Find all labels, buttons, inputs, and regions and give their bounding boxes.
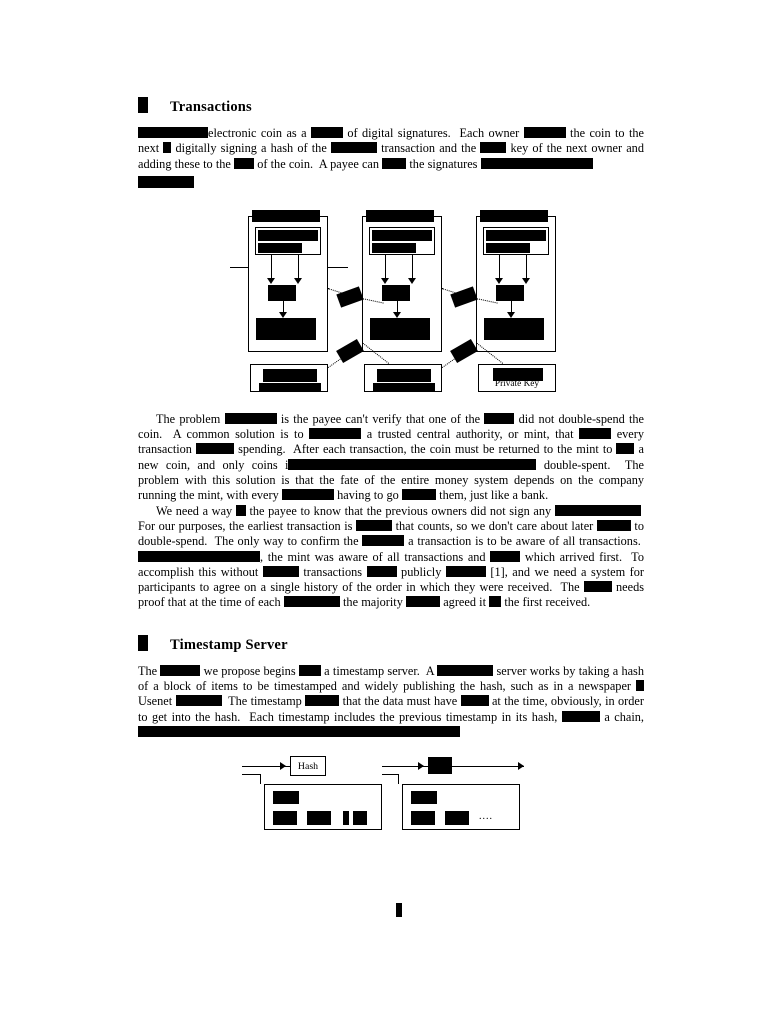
text-run: needs proof that at the time of each [138, 580, 644, 610]
redaction-bar [234, 158, 254, 169]
redaction-bar [480, 142, 506, 153]
diagram-connector [452, 766, 524, 767]
redaction-bar [309, 428, 361, 439]
verify-label-redaction [336, 286, 363, 307]
section-title: Timestamp Server [170, 636, 288, 653]
text-run: having to go [333, 488, 402, 503]
signature-box-redaction [484, 318, 544, 340]
text-run: agreed it [440, 595, 490, 610]
redaction-bar [406, 596, 440, 607]
text-run: The [138, 663, 161, 678]
redaction-bar [284, 596, 340, 607]
item-redaction [343, 811, 349, 825]
text-run: publicly [396, 564, 446, 579]
diagram-connector [412, 255, 413, 279]
text-run: a timestamp server. A [320, 663, 438, 678]
text-run: [1], and we need a system for participants to agree on a single history of the order in which they were received. The [138, 564, 644, 595]
signature-redaction [268, 285, 296, 301]
timestamp-chain-diagram [138, 748, 644, 838]
text-run: server works by taking a hash of a block of items to be timestamped and widely publishing the hash, such as in a newspaper [138, 663, 644, 694]
diagram-connector [398, 774, 399, 784]
item-redaction [445, 811, 469, 825]
hash-box: Hash [290, 756, 326, 776]
paragraph-timestamp-server [138, 664, 644, 740]
text-run: to double-spend. The only way to confirm the [138, 518, 644, 549]
redaction-bar [236, 505, 246, 516]
transaction-title-redaction [480, 210, 548, 222]
text-run: a chain, [599, 709, 644, 724]
transaction-title-redaction [366, 210, 434, 222]
signature-redaction [496, 285, 524, 301]
text-run: We need a way [156, 503, 236, 518]
redaction-bar [555, 505, 583, 516]
text-run: The problem [156, 411, 225, 426]
diagram-connector [526, 255, 527, 279]
text-run: of the coin. A payee can [254, 156, 383, 171]
text-run: transactions [298, 564, 367, 579]
redaction-bar [372, 230, 432, 241]
redaction-bar [138, 176, 194, 188]
hash-box-redaction [428, 757, 452, 774]
section-heading-transactions [138, 95, 644, 116]
text-run: The timestamp [221, 694, 306, 709]
redaction-bar [282, 489, 334, 500]
key-box-owner2 [364, 364, 442, 392]
signature-box-redaction [370, 318, 430, 340]
item-redaction [353, 811, 367, 825]
text-run: key of the next owner and adding these to the [138, 141, 644, 171]
redaction-bar [305, 695, 339, 706]
redaction-bar [225, 413, 277, 424]
redaction-bar [377, 369, 431, 382]
page-number-redaction [396, 903, 402, 917]
arrow-down-icon [522, 278, 530, 284]
item-redaction [307, 811, 331, 825]
text-run: every transaction [138, 427, 645, 457]
paragraph-double-spend-problem [138, 412, 644, 504]
text-run: the payee to know that the previous owners did not sign any [245, 503, 555, 518]
arrow-down-icon [495, 278, 503, 284]
redaction-bar [484, 413, 514, 424]
redaction-bar [176, 695, 222, 706]
redaction-bar [331, 142, 377, 153]
diagram-connector [385, 255, 386, 279]
arrow-down-icon [267, 278, 275, 284]
text-run: which arrived first. To accomplish this without [138, 549, 644, 579]
diagram-connector [242, 774, 260, 775]
text-run: spending. After each transaction, the coin must be returned to the mint to [234, 442, 617, 457]
signature-redaction [382, 285, 410, 301]
redaction-bar [288, 459, 536, 470]
redaction-bar [486, 243, 530, 253]
redaction-bar [579, 428, 611, 439]
diagram-connector [382, 774, 398, 775]
redaction-bar [583, 505, 641, 516]
ellipsis-label: .... [479, 811, 493, 823]
redaction-bar [486, 230, 546, 241]
text-run: electronic coin as a [208, 126, 311, 140]
key-box-owner1 [250, 364, 328, 392]
redaction-bar [446, 566, 486, 577]
redaction-bar [489, 596, 501, 607]
redaction-bar [524, 127, 566, 138]
redaction-bar [373, 383, 435, 391]
redaction-bar [597, 520, 631, 531]
text-run: a transaction is to be aware of all transactions. [404, 534, 644, 549]
diagram-connector [298, 255, 299, 279]
item-redaction [273, 811, 297, 825]
diagram-connector [271, 255, 272, 279]
redaction-bar [367, 566, 397, 577]
transaction-chain-diagram [138, 202, 644, 402]
text-run: we propose begins [200, 663, 299, 678]
arrow-right-icon [418, 762, 424, 770]
arrow-right-icon [518, 762, 524, 770]
redaction-bar [258, 230, 318, 241]
text-run: the majority [339, 595, 407, 610]
redaction-bar [490, 551, 520, 562]
text-run: that the data must have [339, 694, 461, 709]
document-page [138, 95, 644, 838]
text-run: Usenet [138, 694, 176, 709]
redaction-bar [382, 158, 406, 169]
text-run: that counts, so we don't care about later [392, 518, 597, 533]
paragraph-transactions-intro [138, 126, 644, 172]
redaction-bar [311, 127, 343, 138]
block-box [402, 784, 520, 830]
redaction-bar [616, 443, 634, 454]
text-run: digitally signing a hash of the [171, 141, 331, 156]
arrow-right-icon [280, 762, 286, 770]
redaction-bar [138, 726, 460, 737]
prev-hash-redaction [411, 791, 437, 804]
text-run: is the payee can't verify that one of the [276, 411, 485, 426]
arrow-down-icon [408, 278, 416, 284]
redaction-bar [437, 665, 493, 676]
redaction-bar [636, 680, 644, 691]
transaction-title-redaction [252, 210, 320, 222]
redaction-bar [160, 665, 200, 676]
text-run: the first received. [501, 595, 591, 610]
item-redaction [411, 811, 435, 825]
arrow-down-icon [381, 278, 389, 284]
text-run: them, just like a bank. [435, 488, 549, 503]
redaction-bar [402, 489, 436, 500]
redaction-bar [299, 665, 321, 676]
redaction-bar [461, 695, 489, 706]
arrow-down-icon [294, 278, 302, 284]
text-run: double-spent. The problem with this solution is that the fate of the entire money system depends on the company running the mint, with every [138, 457, 645, 503]
redaction-bar [138, 127, 208, 138]
redaction-bar [584, 581, 612, 592]
block-box [264, 784, 382, 830]
text-run: For our purposes, the earliest transaction is [138, 503, 645, 533]
diagram-connector [260, 774, 261, 784]
text-run: the signatures [406, 156, 481, 171]
redaction-bar [196, 443, 234, 454]
private-key-label: Private Key [494, 378, 540, 389]
redaction-bar [263, 566, 299, 577]
key-box-owner3 [478, 364, 556, 392]
redaction-bar [372, 243, 416, 253]
text-run: a trusted central authority, or mint, that [361, 427, 580, 442]
text-run: did not double-spend the coin. A common solution is to [138, 411, 645, 442]
redaction-bar [263, 369, 317, 382]
signature-box-redaction [256, 318, 316, 340]
prev-hash-redaction [273, 791, 299, 804]
text-run: of digital signatures. Each owner [342, 126, 524, 140]
text-run: , the mint was aware of all transactions and [260, 549, 491, 564]
verify-label-redaction [450, 286, 477, 307]
paragraph-need-a-way [138, 504, 644, 611]
text-run: at the time, obviously, in order to get into the hash. Each timestamp includes the previous timestamp in its hash, [138, 694, 644, 724]
redaction-bar [362, 535, 404, 546]
redaction-bar [356, 520, 392, 531]
redaction-bar [138, 551, 260, 562]
text-run: the coin to the next [138, 126, 644, 156]
text-run: transaction and the [376, 141, 481, 156]
redaction-bar [258, 243, 302, 253]
redaction-bar [259, 383, 321, 391]
section-heading-timestamp-server [138, 633, 644, 654]
section-number-redaction [138, 97, 148, 113]
section-number-redaction [138, 635, 148, 651]
text-run: a new coin, and only coins i [138, 442, 644, 472]
diagram-connector [499, 255, 500, 279]
redaction-bar [562, 711, 600, 722]
redaction-bar [481, 158, 593, 169]
section-title: Transactions [170, 99, 252, 115]
